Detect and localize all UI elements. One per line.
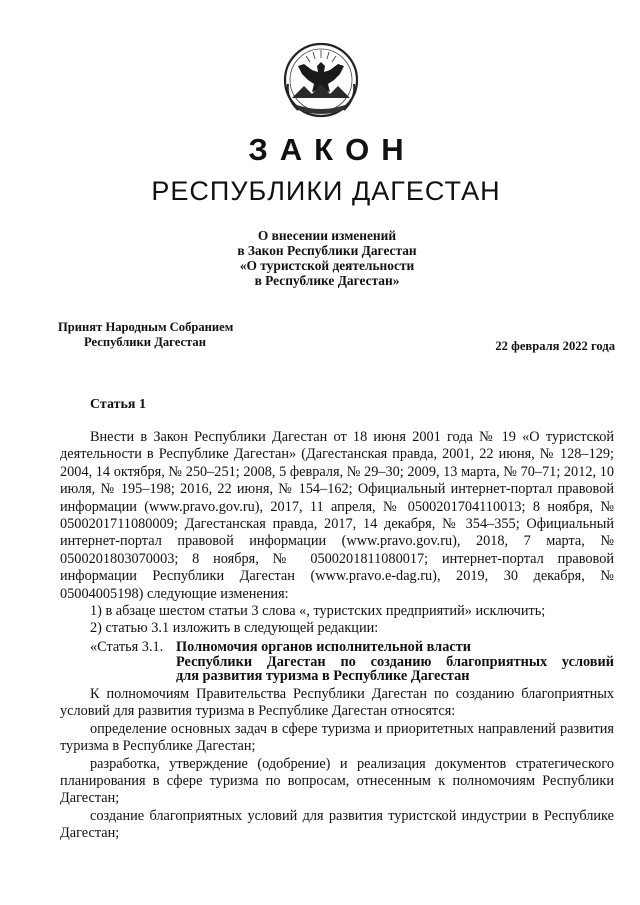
article-heading: Статья 1	[90, 397, 146, 412]
title-line: Полномочия органов исполнительной власти	[176, 639, 471, 655]
paragraph: разработка, утверждение (одобрение) и реализация документов стратегического планирования в сфере туризма по вопросам, отнесенным к полномочиям Республики Дагестан;	[60, 755, 614, 807]
paragraph: К полномочиям Правительства Республики Дагестан по созданию благоприятных условий для развития туризма в Республике Дагестан относятся:	[60, 686, 614, 720]
paragraph: 2) статью 3.1 изложить в следующей редакции:	[90, 620, 379, 637]
title-line: для развития туризма в Республике Дагестан	[176, 668, 470, 685]
adoption-line: Республики Дагестан	[84, 335, 206, 349]
law-subtitle	[0, 228, 640, 288]
subtitle-line: О внесении изменений	[257, 228, 397, 243]
document-title-republic: РЕСПУБЛИКИ ДАГЕСТАН	[151, 176, 501, 206]
adoption-note	[58, 320, 233, 350]
article-body	[60, 429, 614, 638]
coat-of-arms-emblem-icon	[278, 40, 364, 124]
article-3-1-title	[176, 640, 614, 684]
article-3-1-body	[60, 686, 614, 843]
paragraph: Внести в Закон Республики Дагестан от 18 июня 2001 года № 19 «О туристской деятельности в Республике Дагестан» (Дагестанская правда, 2001, 22 июня, № 128–129; 2004, 14 октября, № 250–251; 2008, 5 февраля, № 29–30; 2009, 13 марта, № 70–71; 2012, 10 июля, № 195–198; 2016, 22 июня, № 154–162; Официальный интернет-портал правовой информации (www.pravo.gov.ru), 2017, 11 апреля, № 0500201704110013; 8 ноября, № 0500201711080009; Дагестанская правда, 2017, 14 декабря, № 354–355; Официальный интернет-портал правовой информации (www.pravo.gov.ru), 2018, 7 марта, № 0500201803070003; 8 ноября, № 0500201811080017; интернет-портал правовой информации Республики Дагестан (www.pravo.e-dag.ru), 2019, 30 декабря, № 05004005198) следующие изменения:	[60, 429, 614, 602]
adoption-line: Принят Народным Собранием	[58, 320, 234, 334]
paragraph: создание благоприятных условий для развития туристской индустрии в Республике Дагестан;	[60, 807, 614, 842]
title-line: Республики Дагестан по созданию благоприятных условий	[176, 653, 614, 670]
subtitle-line: «О туристской деятельности	[239, 258, 415, 273]
document-title: ЗАКОН	[248, 132, 416, 167]
subtitle-line: в Закон Республики Дагестан	[237, 243, 417, 258]
subtitle-line: в Республике Дагестан»	[254, 273, 400, 288]
paragraph: 1) в абзаце шестом статьи 3 слова «, туристских предприятий» исключить;	[90, 603, 546, 620]
article-label: «Статья 3.1.	[90, 639, 164, 655]
paragraph: определение основных задач в сфере туризма и приоритетных направлений развития туризма в Республике Дагестан;	[60, 720, 614, 755]
adoption-date: 22 февраля 2022 года	[495, 339, 615, 353]
